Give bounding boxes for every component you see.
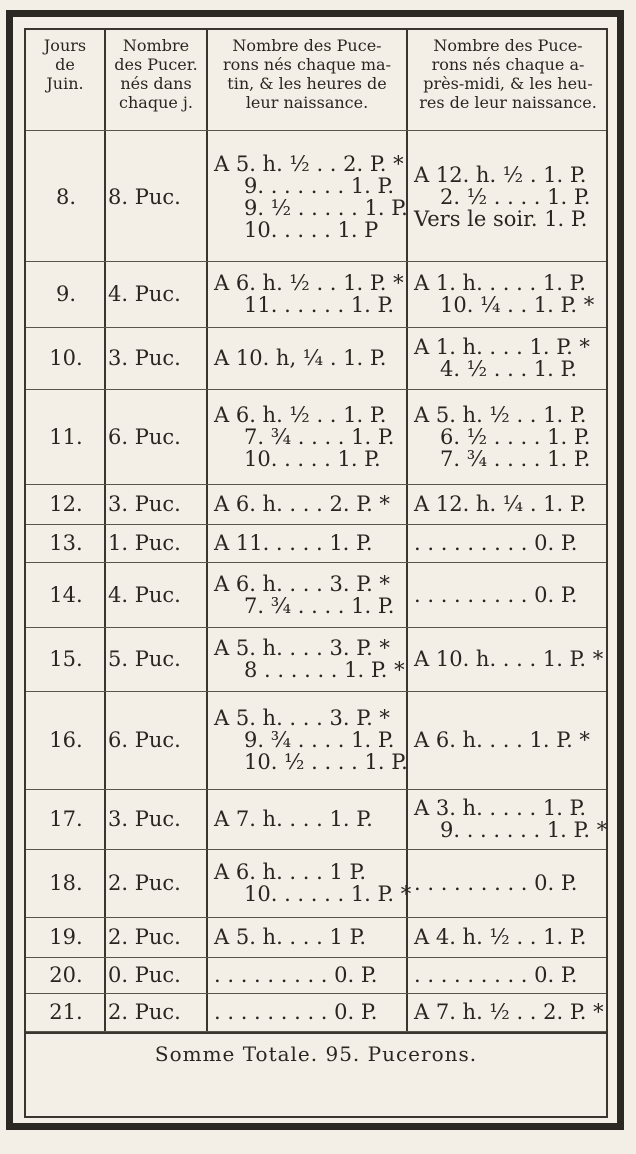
morning-entry: A 6. h. . . . 2. P. * (214, 492, 390, 516)
morning-entry: A 5. h. . . . 1 P. (214, 925, 367, 949)
day-cell: 9. (55, 282, 77, 306)
day-cell: 12. (49, 492, 83, 516)
header-line: res de leur naissance. (419, 93, 597, 112)
afternoon-entry: . . . . . . . . . 0. P. (414, 531, 578, 555)
header-afternoon (410, 36, 606, 112)
morning-entry: 9. ½ . . . . . 1. P. (244, 196, 408, 220)
morning-entry: A 5. h. ½ . . 2. P. * (214, 152, 404, 176)
afternoon-entry: 6. ½ . . . . 1. P. (440, 424, 591, 449)
count-cell: 1. Puc. (108, 531, 181, 555)
row-separator (26, 261, 606, 262)
morning-entry: 8 . . . . . . 1. P. * (244, 658, 405, 682)
day-cell: 18. (49, 871, 83, 895)
afternoon-entry: 10. ¼ . . 1. P. * (440, 293, 595, 317)
header-line: tin, & les heures de (227, 74, 387, 93)
count-cell: 5. Puc. (108, 647, 181, 671)
day-cell: 17. (49, 807, 83, 831)
count-cell: 6. Puc. (108, 424, 181, 449)
morning-entry: 9. . . . . . . 1. P. (244, 174, 395, 198)
header-line: près-midi, & les heu- (423, 74, 593, 93)
header-line: de (55, 55, 75, 74)
afternoon-entry: A 6. h. . . . 1. P. * (414, 728, 590, 752)
afternoon-entry: Vers le soir. 1. P. (414, 207, 588, 231)
header-line: Nombre des Puce- (433, 36, 583, 55)
afternoon-entry: 4. ½ . . . 1. P. (440, 357, 578, 381)
morning-entry: A 5. h. . . . 3. P. * (214, 706, 390, 730)
total-rule (26, 1032, 606, 1034)
morning-entry: . . . . . . . . . 0. P. (214, 963, 378, 987)
count-cell: 3. Puc. (108, 492, 181, 516)
row-separator (26, 627, 606, 628)
morning-entry: 11. . . . . . 1. P. (244, 293, 395, 317)
afternoon-entry: A 10. h. . . . 1. P. * (414, 647, 604, 671)
afternoon-entry: A 1. h. . . . 1. P. * (414, 335, 590, 359)
count-cell: 4. Puc. (108, 282, 181, 306)
morning-entry: 9. ¾ . . . . 1. P. (244, 728, 395, 752)
afternoon-entry: 9. . . . . . . 1. P. * (440, 818, 608, 842)
row-separator (26, 917, 606, 918)
header-line: des Pucer. (114, 55, 198, 74)
afternoon-entry: . . . . . . . . . 0. P. (414, 582, 578, 607)
count-cell: 3. Puc. (108, 807, 181, 831)
day-cell: 21. (49, 1000, 83, 1024)
count-cell: 2. Puc. (108, 871, 181, 895)
header-line: chaque j. (119, 93, 193, 112)
header-days (26, 36, 104, 93)
grand-total: Somme Totale. 95. Pucerons. (154, 1042, 478, 1066)
header-count (106, 36, 206, 112)
day-cell: 19. (49, 925, 83, 949)
row-separator (26, 691, 606, 692)
afternoon-entry: A 4. h. ½ . . 1. P. (414, 925, 587, 949)
morning-entry: 10. . . . . 1. P (244, 218, 379, 242)
afternoon-entry: A 12. h. ½ . 1. P. (414, 163, 587, 187)
morning-entry: 10. . . . . 1. P. (244, 446, 381, 471)
count-cell: 8. Puc. (108, 185, 181, 209)
header-rule (26, 130, 606, 131)
morning-entry: 10. . . . . . 1. P. * (244, 882, 412, 906)
row-separator (26, 327, 606, 328)
afternoon-entry: . . . . . . . . . 0. P. (414, 963, 578, 987)
day-cell: 8. (55, 185, 77, 209)
count-cell: 6. Puc. (108, 728, 181, 752)
row-separator (26, 484, 606, 485)
row-separator (26, 524, 606, 525)
row-separator (26, 789, 606, 790)
morning-entry: . . . . . . . . . 0. P. (214, 1000, 378, 1024)
header-line: Nombre des Puce- (232, 36, 382, 55)
afternoon-entry: A 3. h. . . . . 1. P. (414, 796, 587, 820)
morning-entry: 7. ¾ . . . . 1. P. (244, 593, 395, 618)
header-morning (210, 36, 404, 112)
header-line: Nombre (122, 36, 190, 55)
morning-entry: A 10. h, ¼ . 1. P. (214, 346, 387, 370)
row-separator (26, 562, 606, 563)
count-cell: 2. Puc. (108, 1000, 181, 1024)
day-cell: 14. (49, 582, 83, 607)
day-cell: 16. (49, 728, 83, 752)
day-cell: 10. (49, 346, 83, 370)
morning-entry: 7. ¾ . . . . 1. P. (244, 424, 395, 449)
morning-entry: A 6. h. ½ . . 1. P. * (214, 271, 404, 295)
row-separator (26, 957, 606, 958)
morning-entry: A 6. h. . . . 3. P. * (214, 571, 390, 596)
count-cell: 3. Puc. (108, 346, 181, 370)
column-rule-1 (104, 28, 106, 1033)
afternoon-entry: 2. ½ . . . . 1. P. (440, 185, 591, 209)
count-cell: 2. Puc. (108, 925, 181, 949)
row-separator (26, 1031, 606, 1032)
morning-entry: 10. ½ . . . . 1. P. (244, 750, 408, 774)
header-line: rons nés chaque ma- (223, 55, 391, 74)
row-separator (26, 849, 606, 850)
afternoon-entry: A 12. h. ¼ . 1. P. (414, 492, 587, 516)
row-separator (26, 993, 606, 994)
afternoon-entry: 7. ¾ . . . . 1. P. (440, 446, 591, 471)
header-line: Jours (43, 36, 87, 55)
afternoon-entry: A 1. h. . . . . 1. P. (414, 271, 587, 295)
day-cell: 15. (49, 647, 83, 671)
header-line: leur naissance. (245, 93, 369, 112)
day-cell: 11. (49, 424, 83, 449)
row-separator (26, 389, 606, 390)
morning-entry: A 6. h. ½ . . 1. P. (214, 402, 387, 427)
morning-entry: A 7. h. . . . 1. P. (214, 807, 373, 831)
morning-entry: A 6. h. . . . 1 P. (214, 860, 367, 884)
morning-entry: A 11. . . . . 1. P. (214, 531, 373, 555)
afternoon-entry: A 7. h. ½ . . 2. P. * (414, 1000, 604, 1024)
column-rule-2 (206, 28, 208, 1033)
afternoon-entry: A 5. h. ½ . . 1. P. (414, 402, 587, 427)
day-cell: 13. (49, 531, 83, 555)
day-cell: 20. (49, 963, 83, 987)
header-line: nés dans (120, 74, 192, 93)
header-line: Juin. (46, 74, 84, 93)
count-cell: 4. Puc. (108, 582, 181, 607)
afternoon-entry: . . . . . . . . . 0. P. (414, 871, 578, 895)
count-cell: 0. Puc. (108, 963, 181, 987)
header-line: rons nés chaque a- (431, 55, 585, 74)
morning-entry: A 5. h. . . . 3. P. * (214, 636, 390, 660)
